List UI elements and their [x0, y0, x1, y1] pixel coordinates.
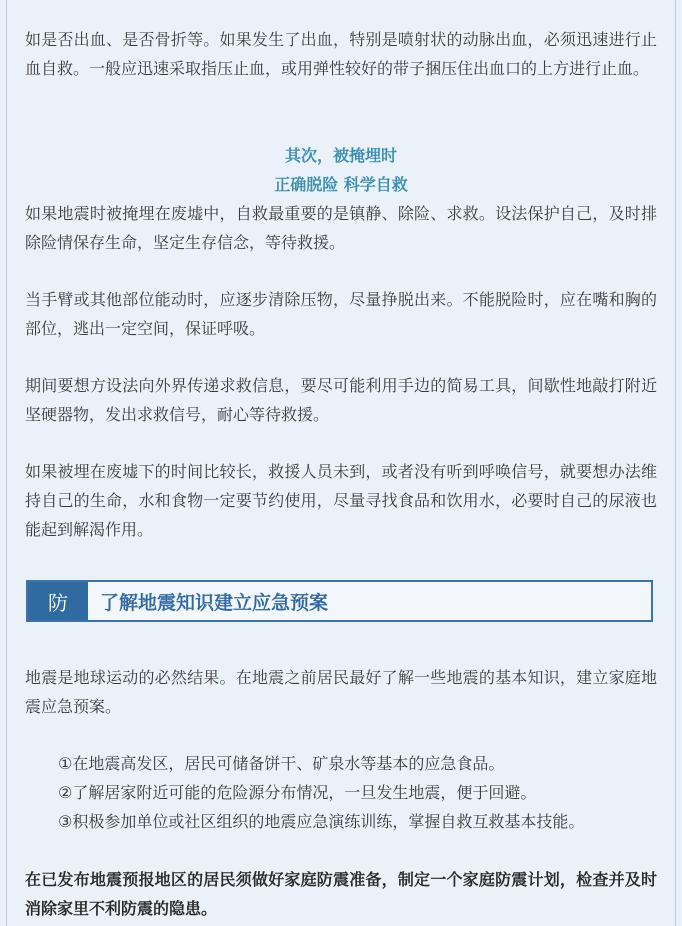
preparation-list [58, 749, 658, 836]
buried-paragraph-1: 如果地震时被掩埋在废墟中，自救最重要的是镇静、除险、求救。设法保护自己，及时排除险情保存生命，坚定生存信念，等待救援。 [25, 204, 657, 252]
knowledge-paragraph: 地震是地球运动的必然结果。在地震之前居民最好了解一些地震的基本知识，建立家庭地震应急预案。 [25, 668, 657, 716]
buried-paragraph-2: 当手臂或其他部位能动时，应逐步清除压物，尽量挣脱出来。不能脱险时，应在嘴和胸的部位，逃出一定空间，保证呼吸。 [25, 290, 657, 338]
closing-paragraph: 在已发布地震预报地区的居民须做好家庭防震准备，制定一个家庭防震计划，检查并及时消除家里不利防震的隐患。 [25, 870, 657, 918]
section-header [26, 580, 653, 622]
list-item: ②了解居家附近可能的危险源分布情况，一旦发生地震，便于回避。 [58, 783, 537, 802]
intro-paragraph: 如是否出血、是否骨折等。如果发生了出血，特别是喷射状的动脉出血，必须迅速进行止血自救。一般应迅速采取指压止血，或用弹性较好的带子捆压住出血口的上方进行止血。 [25, 30, 657, 78]
list-item: ①在地震高发区，居民可储备饼干、矿泉水等基本的应急食品。 [58, 754, 505, 773]
list-item: ③积极参加单位或社区组织的地震应急演练训练，掌握自救互救基本技能。 [58, 812, 585, 831]
buried-paragraph-4: 如果被埋在废墟下的时间比较长，救援人员未到，或者没有听到呼唤信号，就要想办法维持自己的生命，水和食物一定要节约使用，尽量寻找食品和饮用水，必要时自己的尿液也能起到解渴作用。 [25, 462, 657, 539]
subheading-line-1: 其次，被掩埋时 [284, 146, 397, 165]
subheading-line-2: 正确脱险 科学自救 [274, 175, 408, 194]
section-title: 了解地震知识建立应急预案 [100, 591, 329, 614]
buried-paragraph-3: 期间要想方设法向外界传递求救信息，要尽可能利用手边的简易工具，间歇性地敲打附近坚硬器物，发出求救信号，耐心等待救援。 [25, 376, 657, 424]
section-badge: 防 [28, 582, 88, 620]
